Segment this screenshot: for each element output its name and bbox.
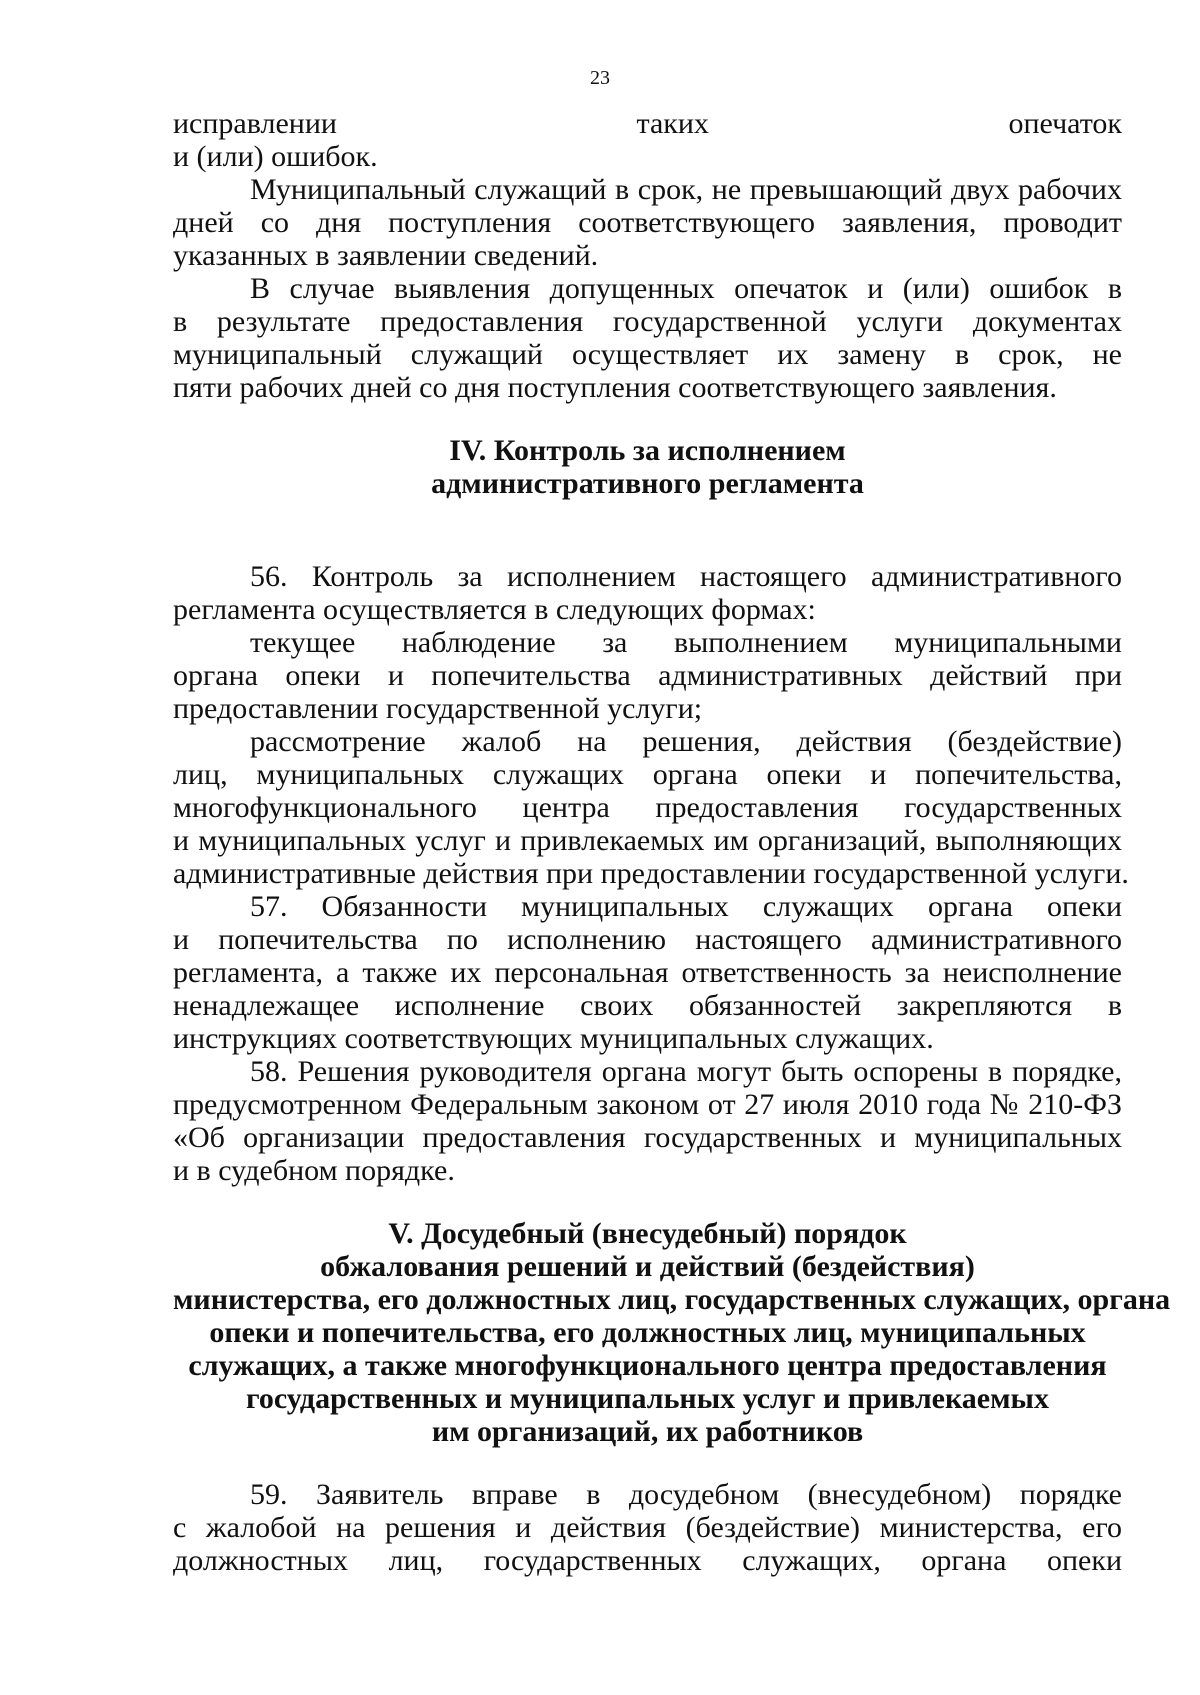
text-line: и в судебном порядке. [173,1154,455,1187]
text-line: В случае выявления допущенных опечаток и (или) ошибок в [250,272,1122,305]
text-line: дней со дня поступления соответствующего заявления, проводит [173,206,1122,239]
text-line: 58. Решения руководителя органа могут быть оспорены в порядке, [250,1055,1122,1088]
section-heading-iv: административного регламента [431,467,864,500]
text-line: многофункционального центра предоставления государственных [173,791,1122,824]
text-line: предусмотренном Федеральным законом от 27 июля 2010 года № 210-ФЗ [173,1088,1122,1121]
section-heading-v: государственных и муниципальных услуг и привлекаемых [246,1382,1049,1415]
text-line: пяти рабочих дней со дня поступления соответствующего заявления. [173,371,1057,404]
text-line: должностных лиц, государственных служащих, органа опеки [173,1544,1122,1577]
text-line: и (или) ошибок. [173,140,378,173]
section-heading-v: опеки и попечительства, его должностных лиц, муниципальных [209,1316,1086,1349]
text-line: ненадлежащее исполнение своих обязанностей закрепляются в [173,989,1122,1022]
text-line: инструкциях соответствующих муниципальных служащих. [173,1022,934,1055]
text-line: исправлении таких опечаток [173,107,1122,140]
document-body [173,107,1171,1577]
text-line: предоставлении государственной услуги; [173,692,703,725]
text-line: рассмотрение жалоб на решения, действия (бездействие) [250,725,1122,758]
section-heading-iv: IV. Контроль за исполнением [449,434,846,467]
text-line: органа опеки и попечительства административных действий при [173,659,1122,692]
page-number: 23 [590,67,610,89]
text-line: регламента осуществляется в следующих формах: [173,593,816,626]
section-heading-v: служащих, а также многофункционального центра предоставления [188,1349,1107,1382]
text-line: Муниципальный служащий в срок, не превышающий двух рабочих [250,173,1122,206]
text-line: в результате предоставления государственной услуги документах [173,305,1122,338]
text-line: 59. Заявитель вправе в досудебном (внесудебном) порядке [250,1478,1122,1511]
text-line: текущее наблюдение за выполнением муниципальными [250,626,1122,659]
text-line: с жалобой на решения и действия (бездействие) министерства, его [173,1511,1122,1544]
text-line: муниципальный служащий осуществляет их замену в срок, не [173,338,1122,371]
text-line: 57. Обязанности муниципальных служащих органа опеки [250,890,1122,923]
section-heading-v: V. Досудебный (внесудебный) порядок [388,1217,907,1250]
text-line: «Об организации предоставления государственных и муниципальных [173,1121,1122,1154]
section-heading-v: министерства, его должностных лиц, государственных служащих, органа [173,1283,1171,1316]
text-line: и попечительства по исполнению настоящего административного [173,923,1122,956]
section-heading-v: им организаций, их работников [431,1415,864,1448]
text-line: указанных в заявлении сведений. [173,239,599,272]
text-line: регламента, а также их персональная ответственность за неисполнение [173,956,1122,989]
text-line: лиц, муниципальных служащих органа опеки и попечительства, [173,758,1122,791]
text-line: и муниципальных услуг и привлекаемых им организаций, выполняющих [173,824,1122,857]
section-heading-v: обжалования решений и действий (бездействия) [320,1250,975,1283]
text-line: административные действия при предоставлении государственной услуги. [173,857,1129,890]
text-line: 56. Контроль за исполнением настоящего административного [250,560,1122,593]
